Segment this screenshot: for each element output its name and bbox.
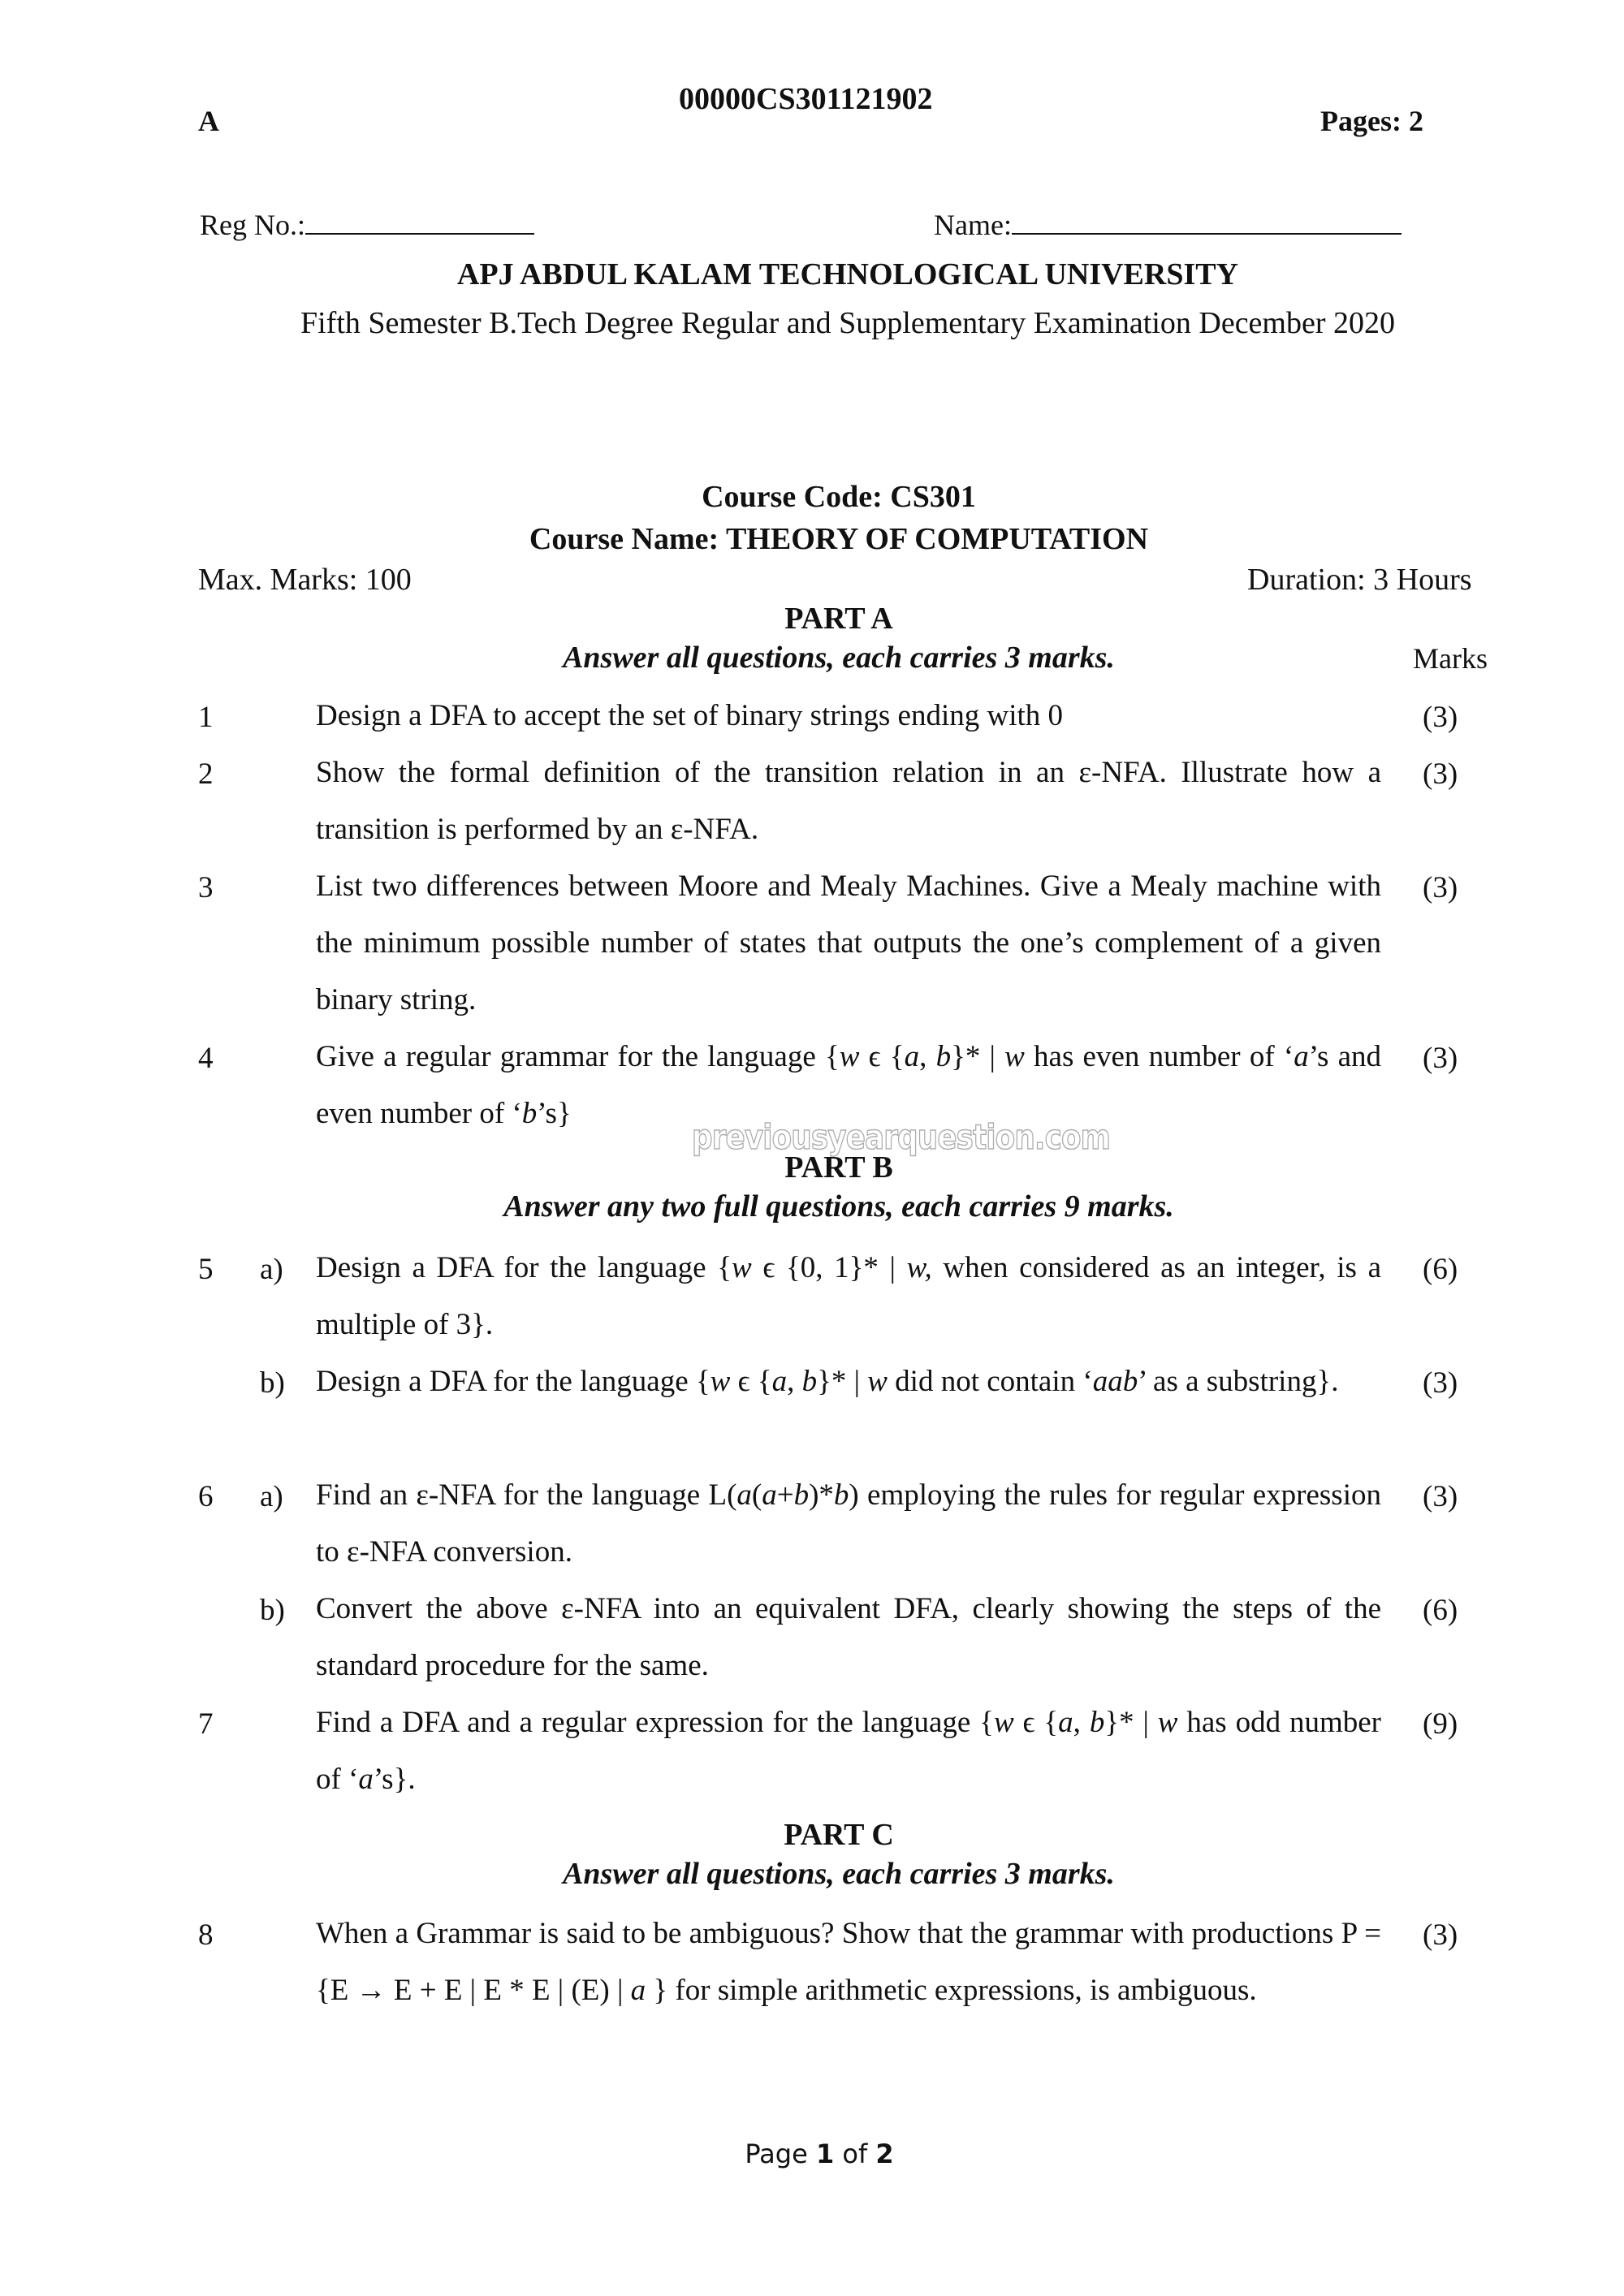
name-field bbox=[934, 208, 1402, 242]
exam-title: Fifth Semester B.Tech Degree Regular and Supplementary Examination December 2020 bbox=[300, 306, 1396, 340]
question-text: Find an ε-NFA for the language L(a(a+b)*b) employing the rules for regular expression to ε-NFA conversion. bbox=[316, 1478, 1381, 1569]
question-subpart: a) bbox=[260, 1480, 283, 1513]
question-text: When a Grammar is said to be ambiguous? Show that the grammar with productions P = {E → E + E | E * E | (E) | a } for simple arithmetic expressions, is ambiguous. bbox=[316, 1917, 1381, 2007]
question-subpart: b) bbox=[260, 1594, 285, 1627]
question-number: 6 bbox=[198, 1480, 214, 1513]
question-marks: (3) bbox=[1423, 1366, 1458, 1400]
question-number: 5 bbox=[198, 1253, 214, 1286]
question-subpart: b) bbox=[260, 1366, 285, 1400]
question-number: 2 bbox=[198, 757, 214, 791]
question-number: 4 bbox=[198, 1042, 214, 1075]
reg-no-field bbox=[200, 208, 534, 242]
question-marks: (3) bbox=[1423, 871, 1458, 904]
question-number: 3 bbox=[198, 871, 214, 904]
reg-no-label: Reg No.: bbox=[200, 209, 305, 241]
part-a-instruction: Answer all questions, each carries 3 marks. bbox=[563, 641, 1115, 675]
reg-no-blank bbox=[305, 209, 534, 235]
part-b-instruction: Answer any two full questions, each carries 9 marks. bbox=[503, 1189, 1174, 1224]
part-a-title: PART A bbox=[784, 602, 893, 636]
paper-code: 00000CS301121902 bbox=[679, 82, 933, 116]
question-marks: (3) bbox=[1423, 1042, 1458, 1075]
question-marks: (3) bbox=[1423, 757, 1458, 791]
duration: Duration: 3 Hours bbox=[1247, 563, 1472, 597]
question-text: Convert the above ε-NFA into an equivalent DFA, clearly showing the steps of the standard procedure for the same. bbox=[316, 1592, 1381, 1682]
question-marks: (3) bbox=[1423, 1918, 1458, 1952]
part-b-title: PART B bbox=[784, 1150, 893, 1185]
question-marks: (6) bbox=[1423, 1253, 1458, 1286]
course-code: Course Code: CS301 bbox=[702, 480, 976, 514]
footer-middle: of bbox=[834, 2138, 876, 2169]
question-text: Find a DFA and a regular expression for the language {w ϵ {a, b}* | w has odd number of ‘a’s}. bbox=[316, 1706, 1381, 1796]
part-c-instruction: Answer all questions, each carries 3 marks. bbox=[563, 1857, 1115, 1891]
question-text: Design a DFA to accept the set of binary strings ending with 0 bbox=[316, 699, 1064, 732]
question-number: 7 bbox=[198, 1707, 214, 1741]
footer-total-pages: 2 bbox=[875, 2138, 894, 2169]
question-marks: (3) bbox=[1423, 1480, 1458, 1513]
question-text: Design a DFA for the language {w ϵ {0, 1}* | w, when considered as an integer, is a multiple of 3}. bbox=[316, 1251, 1382, 1341]
university-name: APJ ABDUL KALAM TECHNOLOGICAL UNIVERSITY bbox=[456, 257, 1239, 291]
max-marks: Max. Marks: 100 bbox=[198, 563, 412, 597]
watermark: previousyearquestion.com bbox=[692, 1117, 1110, 1157]
page-footer bbox=[0, 2138, 1624, 2169]
name-blank bbox=[1012, 209, 1402, 235]
set-label: A bbox=[198, 105, 219, 137]
question-text: Give a regular grammar for the language {w ϵ {a, b}* | w has even number of ‘a’s and even number of ‘b’s} bbox=[316, 1040, 1381, 1130]
question-text: Design a DFA for the language {w ϵ {a, b}* | w did not contain ‘aab’ as a substring}. bbox=[316, 1365, 1339, 1398]
marks-column-header: Marks bbox=[1413, 642, 1488, 675]
footer-prefix: Page bbox=[745, 2138, 816, 2169]
course-name: Course Name: THEORY OF COMPUTATION bbox=[529, 522, 1149, 556]
page-count: Pages: 2 bbox=[1320, 105, 1423, 137]
question-text: List two differences between Moore and Mealy Machines. Give a Mealy machine with the minimum possible number of states that outputs the one’s complement of a given binary string. bbox=[316, 870, 1381, 1016]
footer-current-page: 1 bbox=[815, 2138, 835, 2169]
question-number: 8 bbox=[198, 1918, 214, 1952]
name-label: Name: bbox=[934, 209, 1012, 241]
question-marks: (3) bbox=[1423, 701, 1458, 734]
question-number: 1 bbox=[198, 701, 214, 734]
question-subpart: a) bbox=[260, 1253, 283, 1286]
question-text: Show the formal definition of the transition relation in an ε-NFA. Illustrate how a transition is performed by an ε-NFA. bbox=[316, 756, 1381, 846]
question-marks: (6) bbox=[1423, 1594, 1458, 1627]
part-c-title: PART C bbox=[784, 1818, 894, 1852]
question-marks: (9) bbox=[1423, 1707, 1458, 1741]
